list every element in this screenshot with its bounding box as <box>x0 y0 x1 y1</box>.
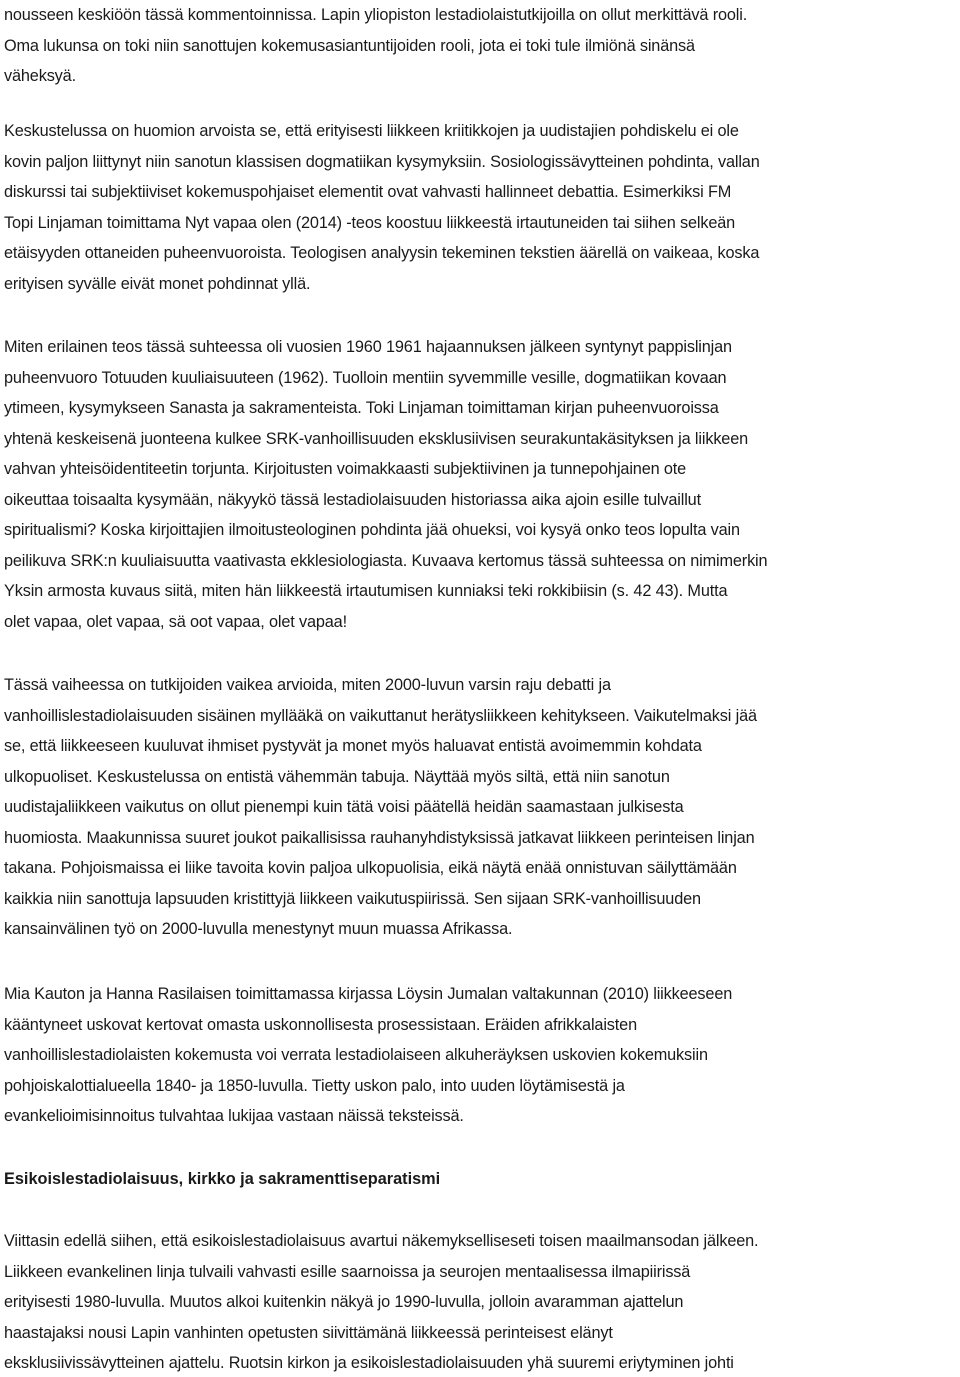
text-line: Liikkeen evankelinen linja tulvaili vahvasti esille saarnoissa ja seurojen mentaalisessa ilmapiirissä <box>4 1262 691 1281</box>
text-line: kääntyneet uskovat kertovat omasta uskonnollisesta prosessistaan. Eräiden afrikkalaisten <box>4 1015 637 1034</box>
paragraph-5 <box>4 979 956 1132</box>
text-line: vanhoillislestadiolaisten kokemusta voi verrata lestadiolaiseen alkuheräyksen uskovien kokemuksiin <box>4 1046 708 1064</box>
text-line: ytimeen, kysymykseen Sanasta ja sakramenteista. Toki Linjaman toimittaman kirjan puheenvuoroissa <box>4 399 719 417</box>
text-line: Oma lukunsa on toki niin sanottujen kokemusasiantuntijoiden rooli, jota ei toki tule ilmiönä sinänsä <box>4 36 695 55</box>
text-line: kovin paljon liittynyt niin sanotun klassisen dogmatiikan kysymyksiin. Sosiologissävytteinen pohdinta, vallan <box>4 152 760 171</box>
text-line: kansainvälinen työ on 2000-luvulla menestynyt muun muassa Afrikassa. <box>4 920 513 938</box>
text-line: Yksin armosta kuvaus siitä, miten hän liikkeestä irtautumisen kunniaksi teki rokkibiisin (s. 42 43). Mutta <box>4 582 728 600</box>
text-line: olet vapaa, olet vapaa, sä oot vapaa, olet vapaa! <box>4 612 347 631</box>
text-line: kaikkia niin sanottuja lapsuuden kristittyjä liikkeen vaikutuspiirissä. Sen sijaan SRK-vanhoillisuuden <box>4 889 701 908</box>
text-line: evankelioimisinnoitus tulvahtaa lukijaa vastaan näissä teksteissä. <box>4 1107 464 1125</box>
text-line: erityisen syvälle eivät monet pohdinnat yllä. <box>4 274 311 293</box>
text-line: Mia Kauton ja Hanna Rasilaisen toimittamassa kirjassa Löysin Jumalan valtakunnan (2010) liikkeeseen <box>4 985 733 1003</box>
text-line: ulkopuoliset. Keskustelussa on entistä vähemmän tabuja. Näyttää myös siltä, että niin sanotun <box>4 767 670 786</box>
text-line: puheenvuoro Totuuden kuuliaisuuteen (1962). Tuolloin mentiin syvemmille vesille, dogmatiikan kovaan <box>4 368 727 387</box>
paragraph-1 <box>4 0 956 92</box>
paragraph-3 <box>4 332 956 637</box>
text-line: spiritualismi? Koska kirjoittajien ilmoitusteologinen pohdinta jää ohueksi, voi kysyä onko teos lopulta vain <box>4 521 740 539</box>
text-line: Miten erilainen teos tässä suhteessa oli vuosien 1960 1961 hajaannuksen jälkeen syntynyt pappislinjan <box>4 338 732 356</box>
text-line: pohjoiskalottialueella 1840- ja 1850-luvulla. Tietty uskon palo, into uuden löytämisestä ja <box>4 1076 625 1095</box>
text-line: Tässä vaiheessa on tutkijoiden vaikea arvioida, miten 2000-luvun varsin raju debatti ja <box>4 676 611 694</box>
text-line: yhtenä keskeisenä juonteena kulkee SRK-vanhoillisuuden eksklusiivisen seurakuntakäsityksen ja liikkeen <box>4 429 749 448</box>
text-line: Viittasin edellä siihen, että esikoislestadiolaisuus avartui näkemykselliseseti toisen maailmansodan jälkeen. <box>4 1232 759 1250</box>
text-line: eksklusiivissävytteinen ajattelu. Ruotsin kirkon ja esikoislestadiolaisuuden yhä suuremi eriytyminen johti <box>4 1354 734 1372</box>
text-line: vanhoillislestadiolaisuuden sisäinen myllääkä on vaikuttanut herätysliikkeen kehitykseen. Vaikutelmaksi jää <box>4 706 757 725</box>
text-line: Keskustelussa on huomion arvoista se, että erityisesti liikkeen kriitikkojen ja uudistajien pohdiskelu ei ole <box>4 122 739 140</box>
text-line: huomiosta. Maakunnissa suuret joukot paikallisissa rauhanyhdistyksissä jatkavat liikkeen perinteisen linjan <box>4 828 755 847</box>
paragraph-2 <box>4 116 956 299</box>
text-line: etäisyyden ottaneiden puheenvuoroista. Teologisen analyysin tekeminen tekstien äärellä on vaikeaa, koska <box>4 244 760 262</box>
text-line: se, että liikkeeseen kuuluvat ihmiset pystyvät ja monet myös haluavat entistä avoimemmin kohdata <box>4 737 702 755</box>
paragraph-4 <box>4 670 956 945</box>
text-line: diskurssi tai subjektiiviset kokemuspohjaiset elementit ovat vahvasti hallinneet debattia. Esimerkiksi FM <box>4 183 732 201</box>
text-line: takana. Pohjoismaissa ei liike tavoita kovin paljoa ulkopuolisia, eikä näytä enää onnistuvan säilyttämään <box>4 859 737 877</box>
text-line: haastajaksi nousi Lapin vanhinten opetusten siivittämänä liikkeessä perinteisest elänyt <box>4 1323 613 1342</box>
section-heading: Esikoislestadiolaisuus, kirkko ja sakramenttiseparatismi <box>4 1170 441 1188</box>
text-line: erityisesti 1980-luvulla. Muutos alkoi kuitenkin näkyä jo 1990-luvulla, jolloin avaramman ajattelun <box>4 1293 684 1311</box>
paragraph-6 <box>4 1226 956 1377</box>
text-line: vahvan yhteisöidentiteetin torjunta. Kirjoitusten voimakkaasti subjektiivinen ja tunnepohjainen ote <box>4 460 687 478</box>
text-line: Topi Linjaman toimittama Nyt vapaa olen (2014) -teos koostuu liikkeestä irtautuneiden tai siihen selkeän <box>4 213 736 232</box>
text-line: uudistajaliikkeen vaikutus on ollut pienempi kuin tätä voisi päätellä heidän saamastaan julkisesta <box>4 798 684 816</box>
text-line: nousseen keskiöön tässä kommentoinnissa. Lapin yliopiston lestadiolaistutkijoilla on ollut merkittävä rooli. <box>4 6 748 24</box>
text-line: väheksyä. <box>4 67 76 85</box>
text-line: oikeuttaa toisaalta kysymään, näkyykö tässä lestadiolaisuuden historiassa aika ajoin esille tulvaillut <box>4 490 701 509</box>
text-line: peilikuva SRK:n kuuliaisuutta vaativasta ekklesiologiasta. Kuvaava kertomus tässä suhteessa on nimimerkin <box>4 551 768 570</box>
